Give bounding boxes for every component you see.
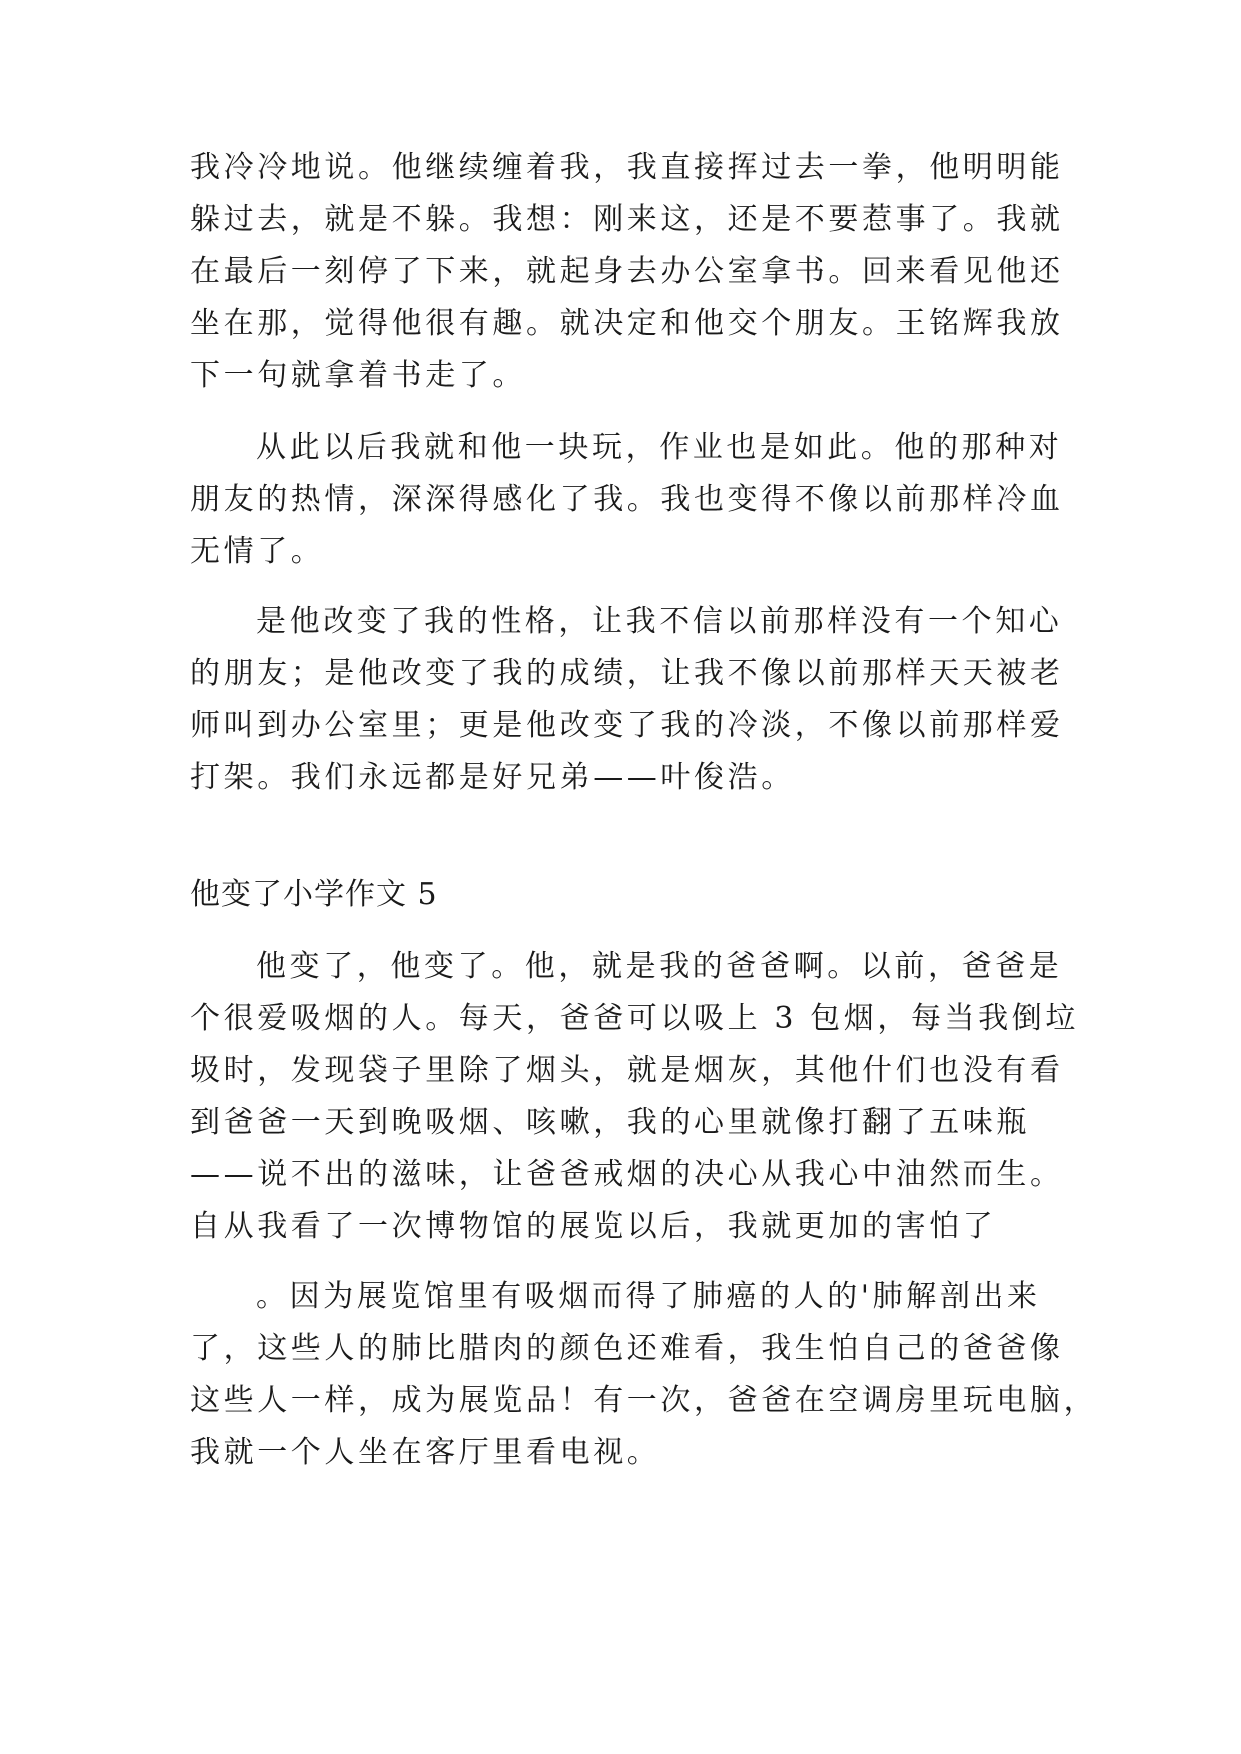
paragraph-line: 自从我看了一次博物馆的展览以后，我就更加的害怕了: [190, 1209, 997, 1244]
paragraph-line: 朋友的热情，深深得感化了我。我也变得不像以前那样冷血: [190, 482, 1064, 517]
paragraph-line: 无情了。: [190, 534, 325, 569]
paragraph-line: 了，这些人的肺比腊肉的颜色还难看，我生怕自己的爸爸像: [190, 1331, 1064, 1366]
paragraph-line: 到爸爸一天到晚吸烟、咳嗽，我的心里就像打翻了五味瓶: [190, 1105, 1030, 1140]
paragraph-line: 我冷冷地说。他继续缠着我，我直接挥过去一拳，他明明能: [190, 150, 1064, 185]
paragraph-line: 师叫到办公室里；更是他改变了我的冷淡，不像以前那样爱: [190, 708, 1064, 743]
section-heading: 他变了小学作文 5: [190, 877, 438, 912]
paragraph-line: 圾时，发现袋子里除了烟头，就是烟灰，其他什们也没有看: [190, 1053, 1064, 1088]
paragraph-line: 从此以后我就和他一块玩，作业也是如此。他的那种对: [256, 430, 1063, 465]
paragraph-line: 是他改变了我的性格，让我不信以前那样没有一个知心: [256, 604, 1063, 639]
paragraph-line: 下一句就拿着书走了。: [190, 358, 526, 393]
paragraph-line: 这些人一样，成为展览品！有一次，爸爸在空调房里玩电脑，: [190, 1383, 1098, 1418]
paragraph-line: 打架。我们永远都是好兄弟——叶俊浩。: [190, 760, 795, 795]
paragraph-line: 坐在那，觉得他很有趣。就决定和他交个朋友。王铭辉我放: [190, 306, 1064, 341]
paragraph-line: 。因为展览馆里有吸烟而得了肺癌的人的'肺解剖出来: [256, 1279, 1041, 1314]
paragraph-line: 躲过去，就是不躲。我想：刚来这，还是不要惹事了。我就: [190, 202, 1064, 237]
paragraph-line: 我就一个人坐在客厅里看电视。: [190, 1435, 661, 1470]
paragraph-line: ——说不出的滋味，让爸爸戒烟的决心从我心中油然而生。: [190, 1157, 1064, 1192]
paragraph-line: 他变了，他变了。他，就是我的爸爸啊。以前，爸爸是: [256, 949, 1063, 984]
paragraph-line: 个很爱吸烟的人。每天，爸爸可以吸上 3 包烟，每当我倒垃: [190, 1001, 1079, 1036]
paragraph-line: 在最后一刻停了下来，就起身去办公室拿书。回来看见他还: [190, 254, 1064, 289]
paragraph-line: 的朋友；是他改变了我的成绩，让我不像以前那样天天被老: [190, 656, 1064, 691]
